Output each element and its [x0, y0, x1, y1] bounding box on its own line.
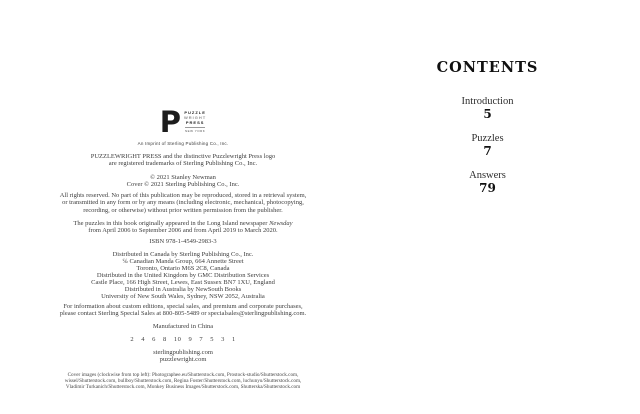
contents-page — [400, 59, 575, 207]
contents-entry-introduction — [400, 96, 575, 121]
entry-label: Introduction — [461, 96, 514, 107]
website-sterling: sterlingpublishing.com — [153, 349, 213, 357]
publisher-logo-mark — [159, 105, 207, 139]
entry-page-number: 79 — [479, 181, 496, 195]
printing-number-line: 2 4 6 8 10 9 7 5 3 1 — [130, 335, 236, 343]
imprint-line: An Imprint of Sterling Publishing Co., Inc. — [137, 141, 229, 146]
isbn-line: ISBN 978-1-4549-2983-3 — [149, 237, 217, 245]
logo-word-press: PRESS — [185, 120, 205, 125]
entry-label: Answers — [469, 170, 506, 181]
logo-city: NEW YORK — [184, 129, 206, 133]
logo-p-monogram-icon: P — [159, 105, 182, 139]
contents-entry-answers — [400, 170, 575, 195]
newsday-title: Newsday — [269, 220, 293, 228]
rights-notice: All rights reserved. No part of this publication may be reproduced, stored in a retrieval system, or transmitted in any form or by any means (including electronic, mechanical, photocopying, recording, or otherwise) without prior written permission from the publisher. — [59, 192, 307, 214]
copyright-page — [26, 105, 340, 391]
entry-page-number: 7 — [483, 144, 492, 158]
cover-image-credits: Cover images (clockwise from top left): Photographee.eu/Shutterstock.com, Prostock-studio/Shutterstock.com, wissel/Shutterstock.com, bullboy/Shutterstock.com, Regina Foster/Shutterstock.com, luchunyu/Shutterstock.com, Vladimir Turkanich/Shutterstock.com, Monkey Business Images/Shutterstock.com, Shutterska/Shutterstock.com — [64, 371, 302, 391]
distribution-block: Distributed in Canada by Sterling Publishing Co., Inc. ℅ Canadian Manda Group, 664 Annette Street Toronto, Ontario M6S 2C8, Canada Distributed in the United Kingdom by GMC Distribution Services Castle Place, 166 High Street, Lewes, East Sussex BN7 1XU, England Distributed in Australia by NewSouth Books University of New South Wales, Sydney, NSW 2052, Australia — [91, 250, 275, 300]
logo-wordmark — [184, 110, 206, 134]
entry-page-number: 5 — [483, 107, 492, 121]
contents-entry-puzzles — [400, 133, 575, 158]
manufactured-line: Manufactured in China — [152, 322, 214, 330]
puzzles-origin-note: The puzzles in this book originally appeared in the Long Island newspaper Newsday from April 2006 to September 2006 and from April 2019 to March 2020. — [73, 220, 293, 235]
entry-label: Puzzles — [471, 133, 504, 144]
website-puzzlewright: puzzlewright.com — [159, 356, 207, 364]
logo-word-puzzle: PUZZLE — [184, 110, 206, 115]
puzzlewright-press-logo — [26, 105, 340, 146]
publisher-websites — [26, 349, 340, 364]
special-sales-note: For information about custom editions, special sales, and premium and corporate purchases, please contact Sterling Special Sales at 800-805-5489 or specialsales@sterlingpublishing.com. — [59, 302, 307, 318]
contents-title: CONTENTS — [436, 59, 539, 76]
logo-word-wright: WRIGHT — [184, 115, 207, 120]
trademark-notice: PUZZLEWRIGHT PRESS and the distinctive Puzzlewright Press logo are registered trademarks of Sterling Publishing Co., Inc. — [90, 153, 276, 168]
copyright-notice: © 2021 Stanley Newman Cover © 2021 Sterling Publishing Co., Inc. — [126, 173, 240, 188]
